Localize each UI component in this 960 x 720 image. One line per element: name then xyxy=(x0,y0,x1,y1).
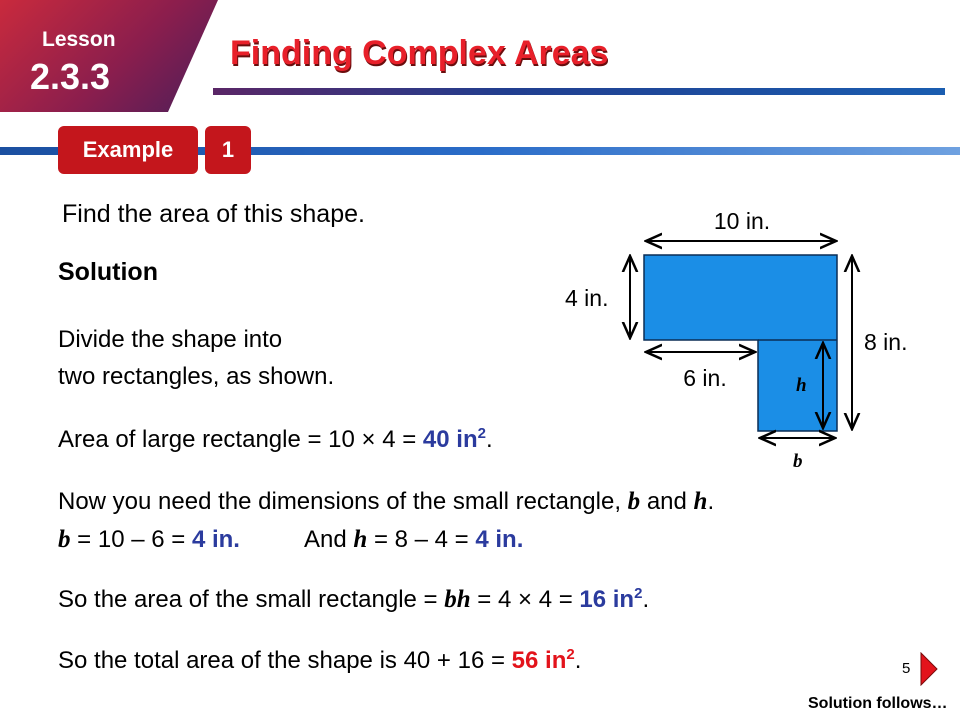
step1-line2: two rectangles, as shown. xyxy=(58,363,335,390)
var-b: b xyxy=(627,488,641,515)
right-dim-label: 8 in. xyxy=(864,329,908,355)
step4-result: 16 $in^2$ xyxy=(579,585,643,613)
lesson-number: 2.3.3 xyxy=(30,56,111,97)
page-title: Finding Complex Areas xyxy=(230,34,609,72)
solution-follows-note: Solution follows… xyxy=(808,695,948,712)
step3-line2-h: And h = 8 – 4 = 4 in. xyxy=(304,526,524,553)
middle-dim-label: 6 in. xyxy=(683,365,727,391)
h-result: 4 in. xyxy=(475,526,524,553)
b-result: 4 in. xyxy=(191,526,240,553)
step4-text: So the area of the small rectangle = bh = 4 × 4 = 16 $in^2$. xyxy=(58,585,650,613)
step5-result: 56 $in^2$ xyxy=(511,646,575,674)
var-bh: bh xyxy=(444,586,471,613)
h-label: h xyxy=(796,375,807,396)
question-text: Find the area of this shape. xyxy=(62,200,365,228)
solution-heading: Solution xyxy=(58,258,158,286)
step2-suffix: . xyxy=(485,426,493,453)
page-number: 5 xyxy=(902,660,911,677)
step3-line2: b = 10 – 6 = 4 in. xyxy=(58,526,240,553)
step1-line1: Divide the shape into xyxy=(58,326,283,353)
example-number: 1 xyxy=(205,126,251,174)
example-label: Example xyxy=(58,126,198,174)
step2-prefix: Area of large rectangle = 10 × 4 = xyxy=(58,426,423,453)
step3-line1: Now you need the dimensions of the small rectangle, b and h. xyxy=(58,488,715,515)
var-h: h xyxy=(693,488,708,515)
top-dim-label: 10 in. xyxy=(713,208,771,234)
left-dim-label: 4 in. xyxy=(565,285,609,311)
b-label: b xyxy=(793,451,803,472)
lesson-label: Lesson xyxy=(42,28,116,51)
step2-result: 40 $in^2$ xyxy=(422,425,486,453)
next-arrow-icon[interactable] xyxy=(920,652,938,686)
step5-text: So the total area of the shape is 40 + 16 = 56 $in^2$. xyxy=(58,646,582,674)
l-shape xyxy=(644,255,837,431)
